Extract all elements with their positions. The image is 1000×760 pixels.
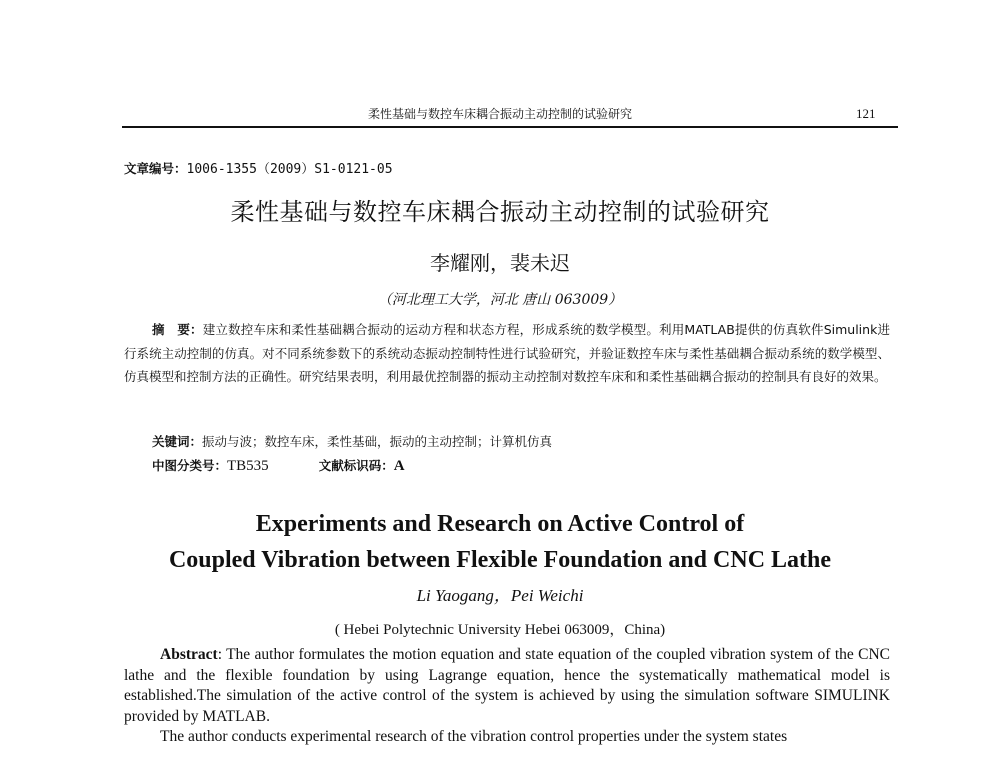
clc-label: 中图分类号： (152, 458, 228, 473)
english-abstract (124, 645, 890, 748)
english-abstract-paragraph-1 (124, 645, 890, 727)
chinese-abstract-text: 建立数控车床和柔性基础耦合振动的运动方程和状态方程，形成系统的数学模型。利用MATLAB提供的仿真软件Simulink进行系统主动控制的仿真。对不同系统参数下的系统动态振动控制特性进行试验研究，并验证数控车床与柔性基础耦合振动系统的数学模型、仿真模型和控制方法的正确性。研究结果表明，利用最优控制器的振动主动控制对数控车床和和柔性基础耦合振动的控制具有良好的效果。 (124, 322, 890, 384)
keywords-label: 关键词： (152, 434, 203, 449)
header-rule (122, 126, 898, 128)
english-abstract-p1-text: : The author formulates the motion equation and state equation of the coupled vibration system of the CNC lathe and the flexible foundation by using Lagrange equation, hence the systematically mathematical model is established.The simulation of the active control of the system is achieved by using the simulation software SIMULINK provided by MATLAB. (124, 646, 890, 725)
page-number: 121 (856, 106, 876, 121)
english-abstract-paragraph-2: The author conducts experimental research of the vibration control properties under the system states (160, 728, 788, 745)
article-number (124, 160, 393, 179)
chinese-abstract (124, 318, 890, 389)
clc-value: TB535 (227, 458, 269, 474)
english-authors: Li Yaogang，Pei Weichi (416, 586, 584, 605)
article-number-value: 1006-1355（2009）S1-0121-05 (186, 162, 393, 177)
keywords-text: 振动与波；数控车床，柔性基础，振动的主动控制；计算机仿真 (202, 434, 553, 449)
chinese-abstract-label: 摘 要： (152, 322, 203, 337)
english-title (0, 506, 1000, 578)
article-number-label: 文章编号： (124, 161, 187, 176)
english-title-line-1: Experiments and Research on Active Control of (255, 511, 745, 537)
running-header-title: 柔性基础与数控车床耦合振动主动控制的试验研究 (367, 107, 632, 121)
classification-line (152, 456, 405, 476)
english-abstract-label: Abstract (160, 646, 218, 663)
doc-code-value: A (393, 458, 405, 474)
english-affiliation: ( Hebei Polytechnic University Hebei 063009，China) (334, 622, 666, 638)
doc-code-label: 文献标识码： (318, 458, 394, 473)
chinese-title: 柔性基础与数控车床耦合振动主动控制的试验研究 (230, 198, 770, 226)
chinese-authors: 李耀刚，裴未迟 (430, 251, 570, 275)
english-title-line-2: Coupled Vibration between Flexible Foundation and CNC Lathe (168, 547, 832, 573)
chinese-keywords (152, 432, 552, 452)
chinese-affiliation: （河北理工大学，河北 唐山 063009） (377, 292, 623, 308)
